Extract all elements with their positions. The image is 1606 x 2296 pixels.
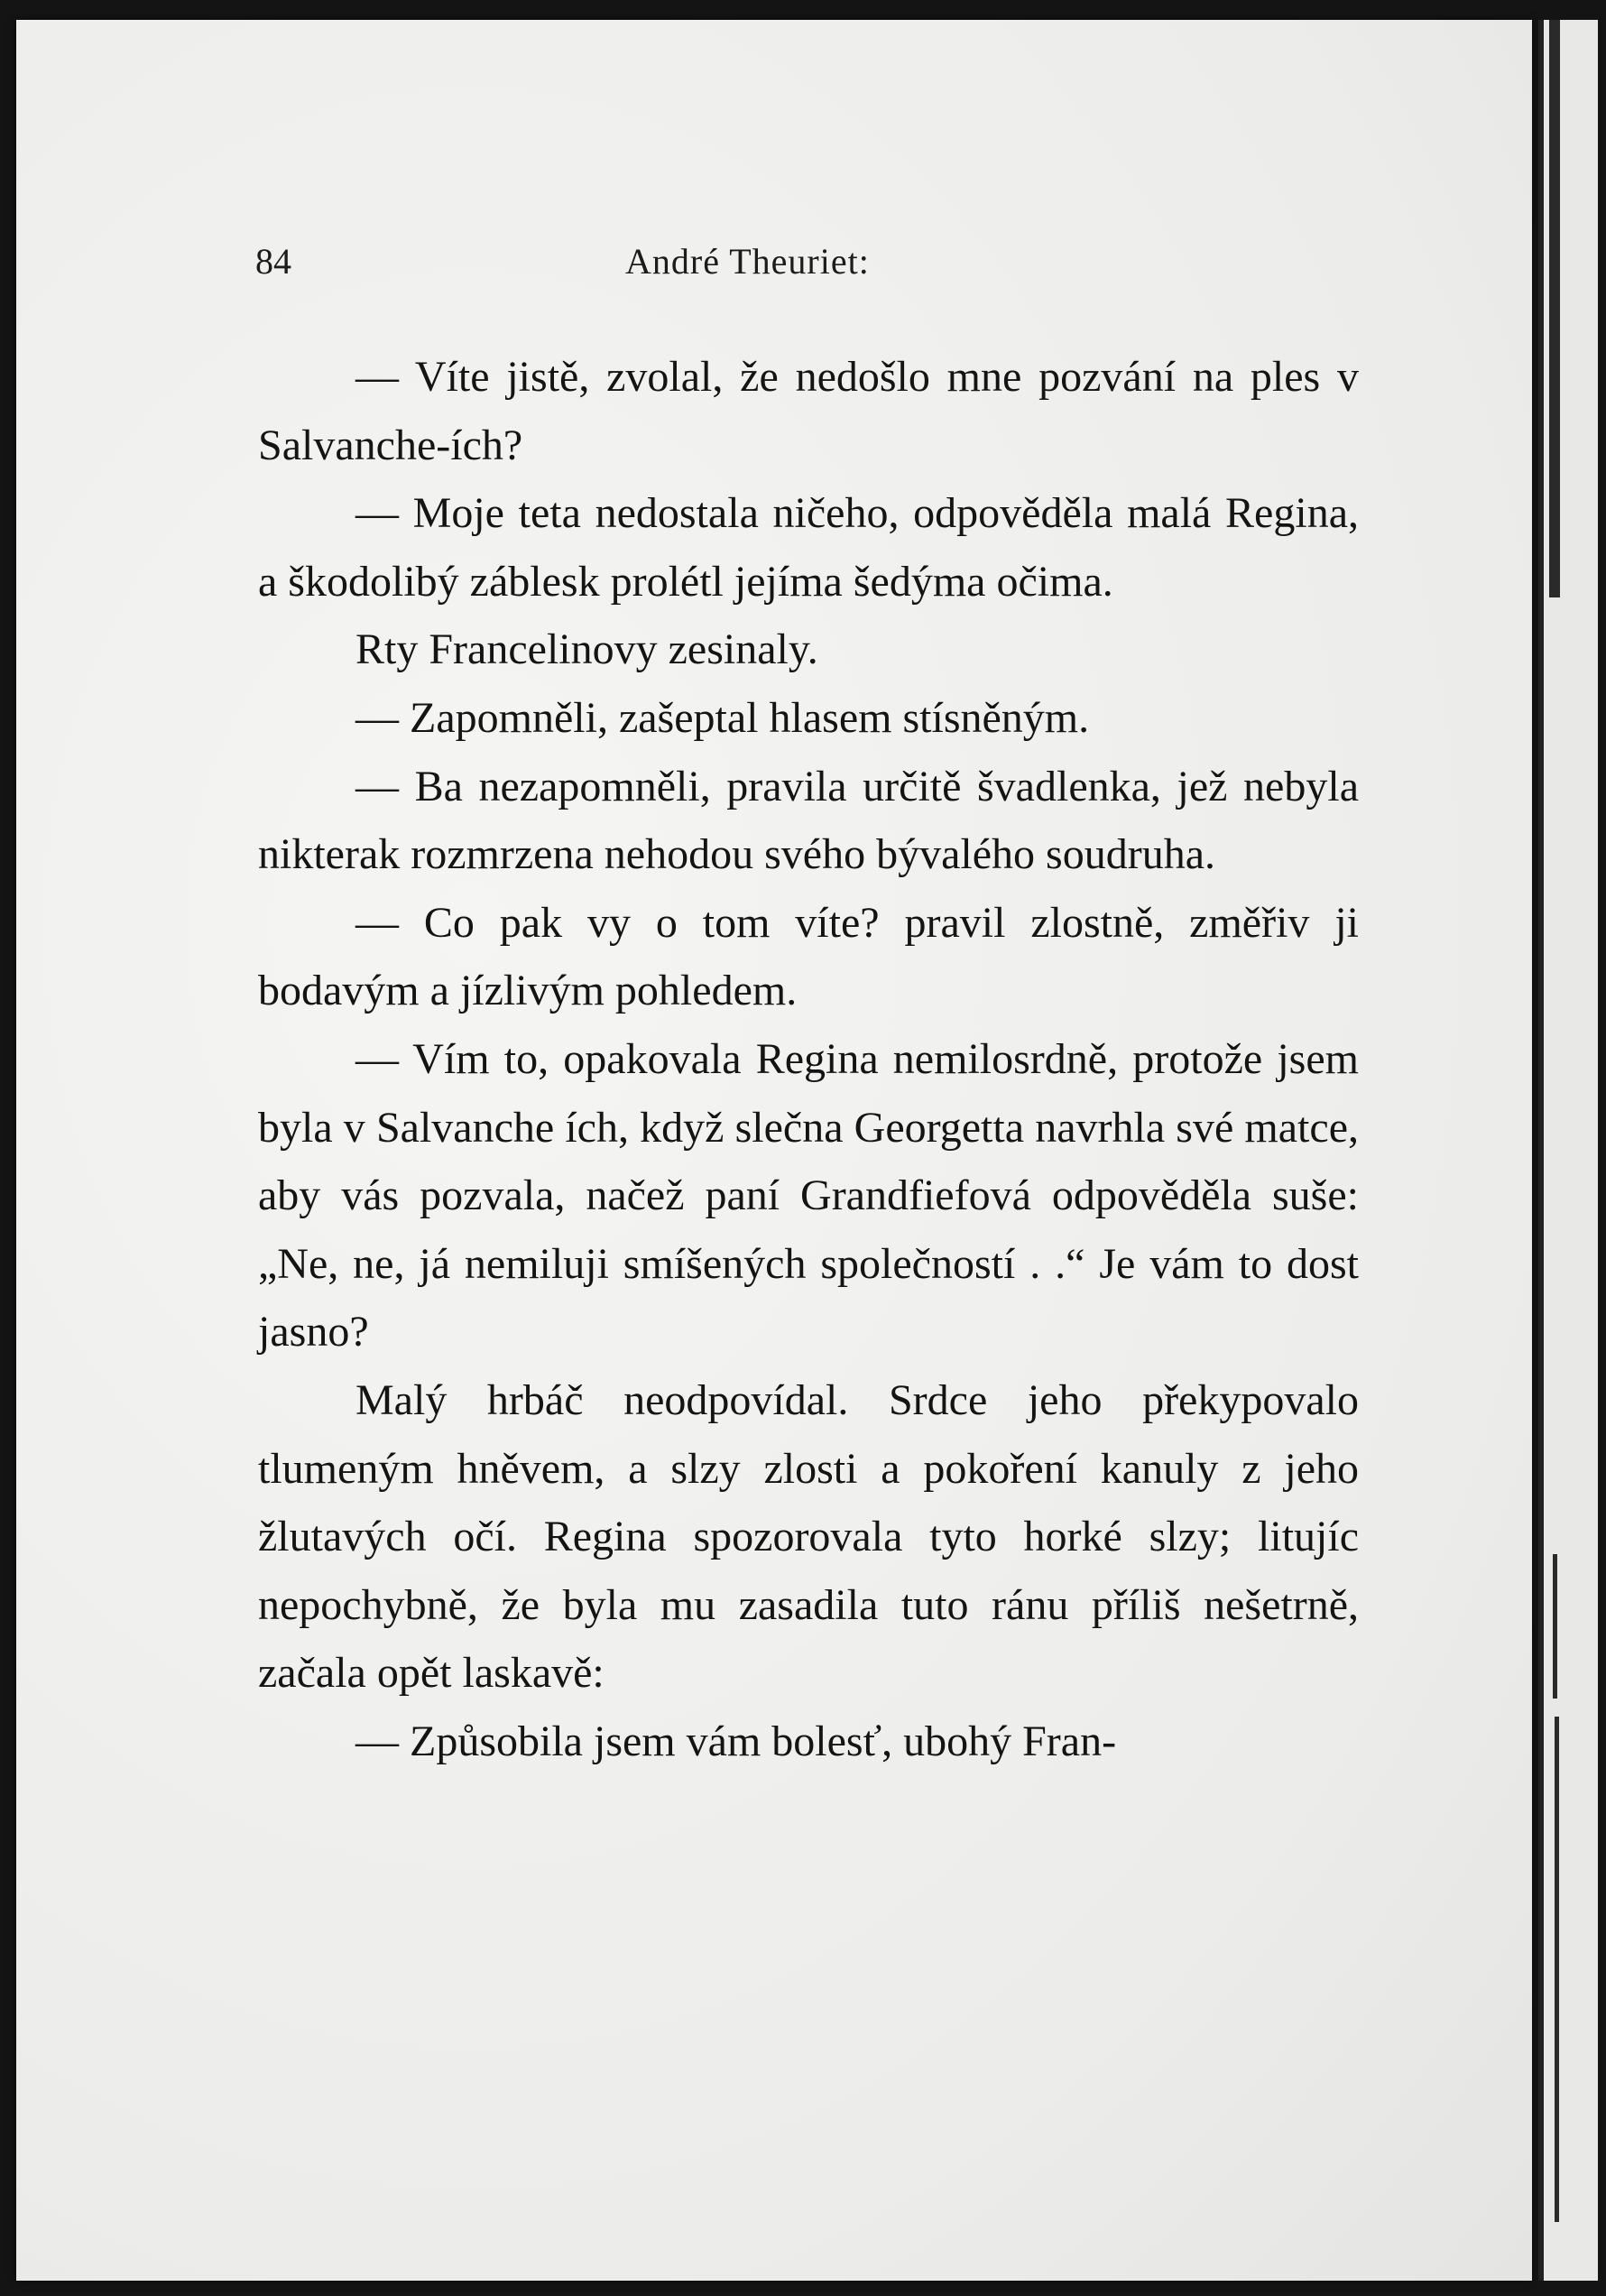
- paragraph: — Co pak vy o tom víte? pravil zlostně, změřiv ji bodavým a jízlivým pohledem.: [258, 898, 1359, 1015]
- book-page: [16, 20, 1532, 2281]
- running-head: André Theuriet:: [625, 241, 870, 282]
- edge-shadow: [1549, 20, 1560, 597]
- paragraph: — Víte jistě, zvolal, že nedošlo mne pozvání na ples v Salvanche-ích?: [258, 353, 1359, 469]
- page-header: [16, 240, 1532, 294]
- paragraph: Malý hrbáč neodpovídal. Srdce jeho překypovalo tlumeným hněvem, a slzy zlosti a pokoření kanuly z jeho žlutavých očí. Regina spozorovala tyto horké slzy; litujíc nepochybně, že byla mu zasadila tuto ránu příliš nešetrně, začala opět laskavě:: [258, 1375, 1359, 1698]
- paragraph: — Způsobila jsem vám bolesť, ubohý Fran-: [355, 1717, 1117, 1765]
- paragraph: Rty Francelinovy zesinaly.: [355, 625, 818, 674]
- page-number: 84: [255, 241, 291, 282]
- adjacent-page-edge: [1538, 20, 1598, 2281]
- body-text: [258, 343, 1359, 1775]
- edge-mark: [1555, 1717, 1559, 2222]
- paragraph: — Zapomněli, zašeptal hlasem stísněným.: [355, 693, 1090, 742]
- paragraph: — Vím to, opakovala Regina nemilosrdně, protože jsem byla v Salvanche ích, když slečna Georgetta navrhla své matce, aby vás pozvala, načež paní Grandfiefová odpověděla suše: „Ne, ne, já nemiluji smíšených společností . .“ Je vám to dost jasno?: [258, 1034, 1359, 1356]
- paragraph: — Moje teta nedostala ničeho, odpověděla malá Regina, a škodolibý záblesk prolétl jejíma šedýma očima.: [258, 489, 1359, 606]
- edge-mark: [1553, 1554, 1557, 1699]
- paragraph: — Ba nezapomněli, pravila určitě švadlenka, jež nebyla nikterak rozmrzena nehodou svého bývalého soudruha.: [258, 762, 1359, 879]
